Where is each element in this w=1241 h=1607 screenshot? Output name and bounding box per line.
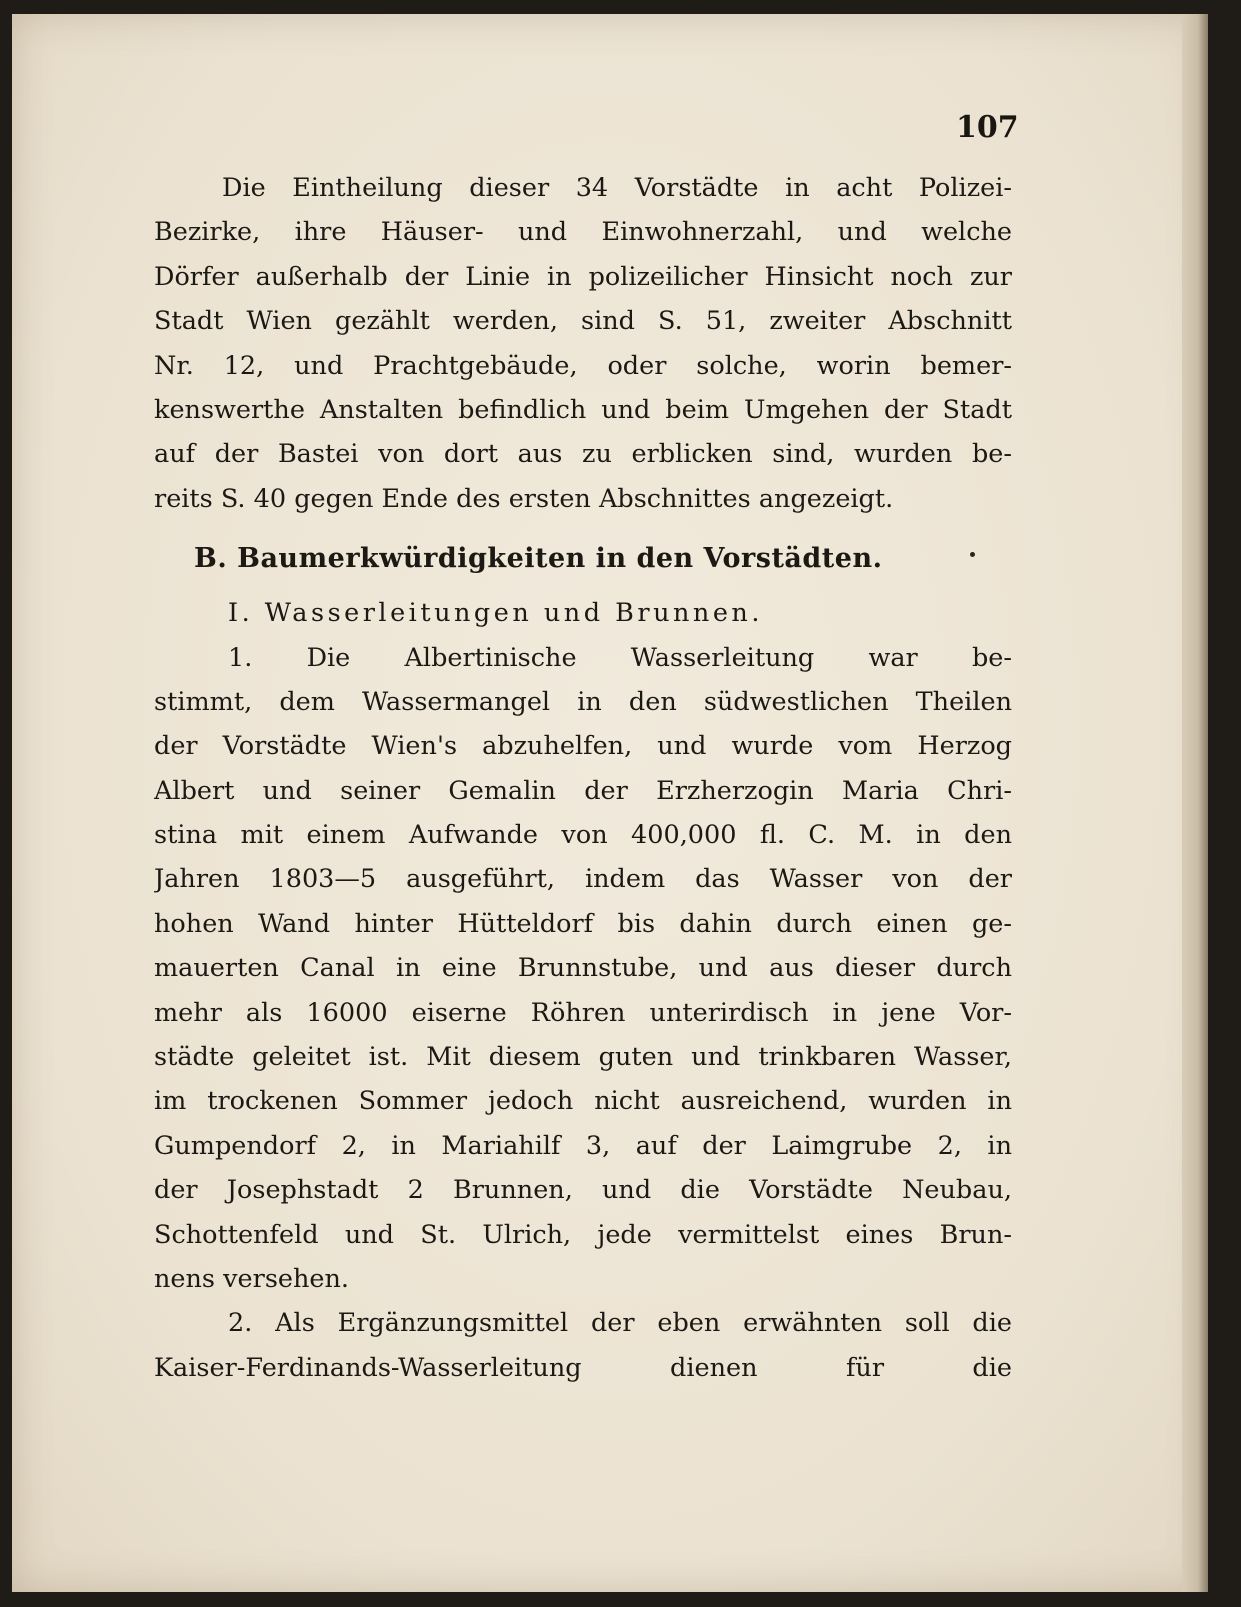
text-line: Jahren 1803—5 ausgeführt, indem das Wasser von der	[154, 864, 1012, 895]
text-line: Bezirke, ihre Häuser- und Einwohnerzahl, und welche	[154, 217, 1012, 248]
text-line: Nr. 12, und Prachtgebäude, oder solche, worin bemer-	[154, 350, 1012, 381]
text-line: auf der Bastei von dort aus zu erblicken sind, wurden be-	[154, 439, 1012, 470]
paragraph-kaiser-ferdinands-wasserleitung	[154, 1301, 1012, 1390]
book-page	[12, 14, 1208, 1592]
text-line: Schottenfeld und St. Ulrich, jede vermittelst eines Brun-	[154, 1219, 1012, 1250]
page-number: 107	[956, 110, 1019, 145]
text-line: städte geleitet ist. Mit diesem guten und trinkbaren Wasser,	[154, 1042, 1012, 1073]
text-line: der Josephstadt 2 Brunnen, und die Vorstädte Neubau,	[154, 1175, 1012, 1206]
text-line: Albert und seiner Gemalin der Erzherzogin Maria Chri-	[154, 775, 1012, 806]
text-line: Gumpendorf 2, in Mariahilf 3, auf der Laimgrube 2, in	[154, 1130, 1012, 1161]
text-line: mauerten Canal in eine Brunnstube, und aus dieser durch	[154, 953, 1012, 984]
paragraph-vorstadte-intro	[154, 166, 1012, 521]
paragraph-albertinische-wasserleitung	[154, 636, 1012, 1302]
text-line: mehr als 16000 eiserne Röhren unterirdisch in jene Vor-	[154, 997, 1012, 1028]
section-heading: B. Baumerkwürdigkeiten in den Vorstädten.	[194, 543, 883, 575]
text-line: Dörfer außerhalb der Linie in polizeilicher Hinsicht noch zur	[154, 261, 1012, 292]
text-line: im trockenen Sommer jedoch nicht ausreichend, wurden in	[154, 1086, 1012, 1117]
text-line: reits S. 40 gegen Ende des ersten Abschnittes angezeigt.	[154, 483, 894, 514]
text-line: Stadt Wien gezählt werden, sind S. 51, zweiter Abschnitt	[154, 306, 1012, 337]
text-line: Kaiser-Ferdinands-Wasserleitung dienen für die	[154, 1352, 1012, 1383]
text-line: 1. Die Albertinische Wasserleitung war be-	[228, 642, 1012, 673]
text-line: der Vorstädte Wien's abzuhelfen, und wurde vom Herzog	[154, 731, 1012, 762]
text-line: Die Eintheilung dieser 34 Vorstädte in acht Polizei-	[222, 173, 1012, 203]
subsection-heading: I. Wasserleitungen und Brunnen.	[228, 598, 763, 629]
text-line: nens versehen.	[154, 1263, 350, 1294]
page-body	[154, 166, 1012, 1390]
text-line: 2. Als Ergänzungsmittel der eben erwähnten soll die	[228, 1308, 1012, 1339]
text-line: stina mit einem Aufwande von 400,000 fl. C. M. in den	[154, 820, 1012, 851]
text-line: hohen Wand hinter Hütteldorf bis dahin durch einen ge-	[154, 908, 1012, 939]
text-line: kenswerthe Anstalten befindlich und beim Umgehen der Stadt	[154, 394, 1012, 425]
page-edge	[1182, 14, 1208, 1592]
text-line: stimmt, dem Wassermangel in den südwestlichen Theilen	[154, 686, 1012, 717]
